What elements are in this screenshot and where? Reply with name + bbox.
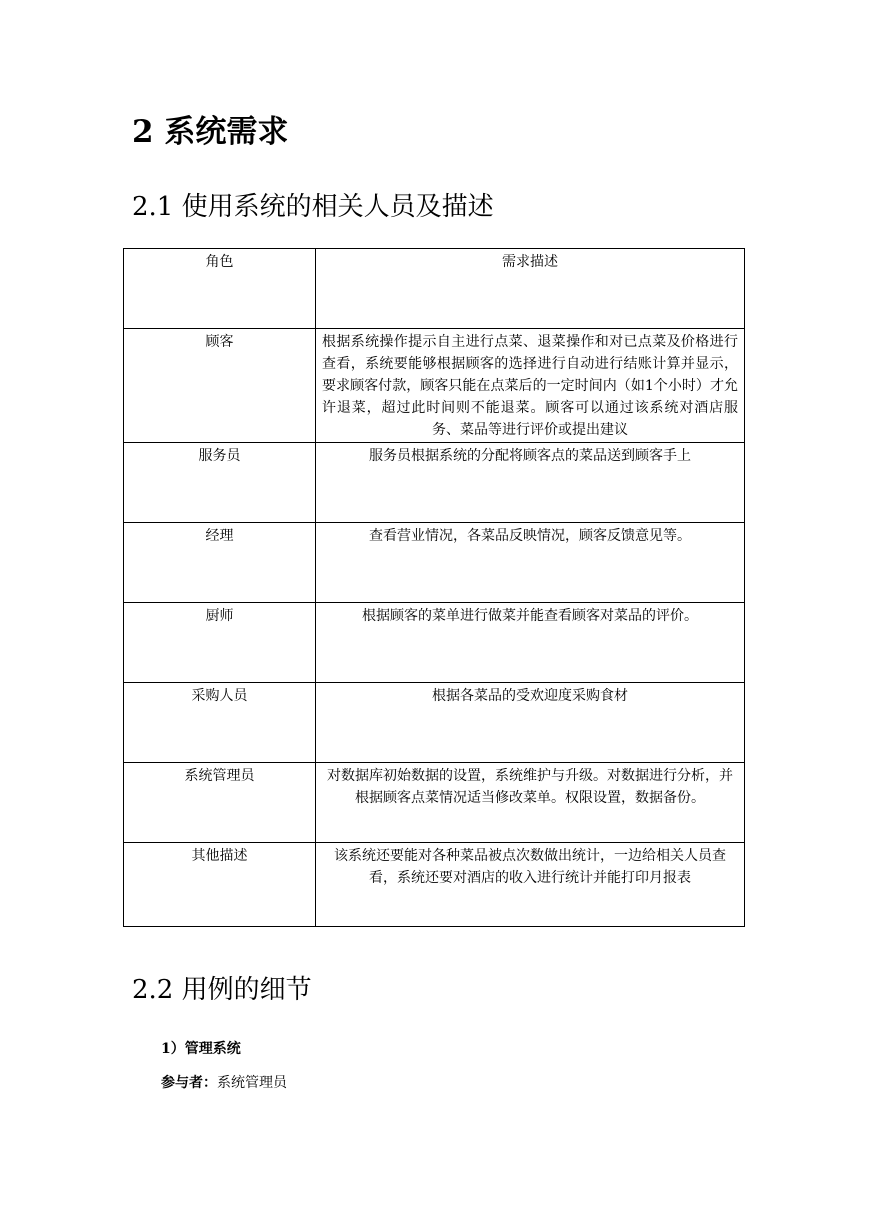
- table-row: [124, 329, 745, 443]
- role-cell: 经理: [124, 523, 316, 603]
- participant-line: [161, 1073, 287, 1093]
- chapter-heading: 2 系统需求: [132, 114, 289, 150]
- participant-label: 参与者：: [161, 1075, 217, 1091]
- section-heading-2-2: 2.2 用例的细节: [132, 975, 312, 1005]
- role-cell: 服务员: [124, 443, 316, 523]
- table-row: [124, 443, 745, 523]
- role-cell: 系统管理员: [124, 763, 316, 843]
- description-cell: 服务员根据系统的分配将顾客点的菜品送到顾客手上: [316, 443, 745, 523]
- section-heading-2-1: 2.1 使用系统的相关人员及描述: [132, 192, 494, 222]
- description-cell: 根据顾客的菜单进行做菜并能查看顾客对菜品的评价。: [316, 603, 745, 683]
- description-cell: 查看营业情况，各菜品反映情况，顾客反馈意见等。: [316, 523, 745, 603]
- requirements-table: [123, 248, 745, 927]
- table-row: [124, 603, 745, 683]
- table-row: [124, 843, 745, 927]
- participant-value: 系统管理员: [217, 1075, 287, 1091]
- table-row: [124, 523, 745, 603]
- header-description: 需求描述: [316, 249, 745, 329]
- description-cell: 根据系统操作提示自主进行点菜、退菜操作和对已点菜及价格进行查看，系统要能够根据顾客的选择进行自动进行结账计算并显示，要求顾客付款，顾客只能在点菜后的一定时间内（如1个小时）才允许退菜，超过此时间则不能退菜。顾客可以通过该系统对酒店服务、菜品等进行评价或提出建议: [316, 329, 745, 443]
- table-header-row: [124, 249, 745, 329]
- role-cell: 其他描述: [124, 843, 316, 927]
- description-cell: 该系统还要能对各种菜品被点次数做出统计，一边给相关人员查看，系统还要对酒店的收入进行统计并能打印月报表: [316, 843, 745, 927]
- role-cell: 采购人员: [124, 683, 316, 763]
- table-row: [124, 683, 745, 763]
- role-cell: 厨师: [124, 603, 316, 683]
- role-cell: 顾客: [124, 329, 316, 443]
- description-cell: 根据各菜品的受欢迎度采购食材: [316, 683, 745, 763]
- table-row: [124, 763, 745, 843]
- header-role: 角色: [124, 249, 316, 329]
- description-cell: 对数据库初始数据的设置，系统维护与升级。对数据进行分析，并根据顾客点菜情况适当修改菜单。权限设置，数据备份。: [316, 763, 745, 843]
- use-case-item-title: 1）管理系统: [161, 1041, 241, 1057]
